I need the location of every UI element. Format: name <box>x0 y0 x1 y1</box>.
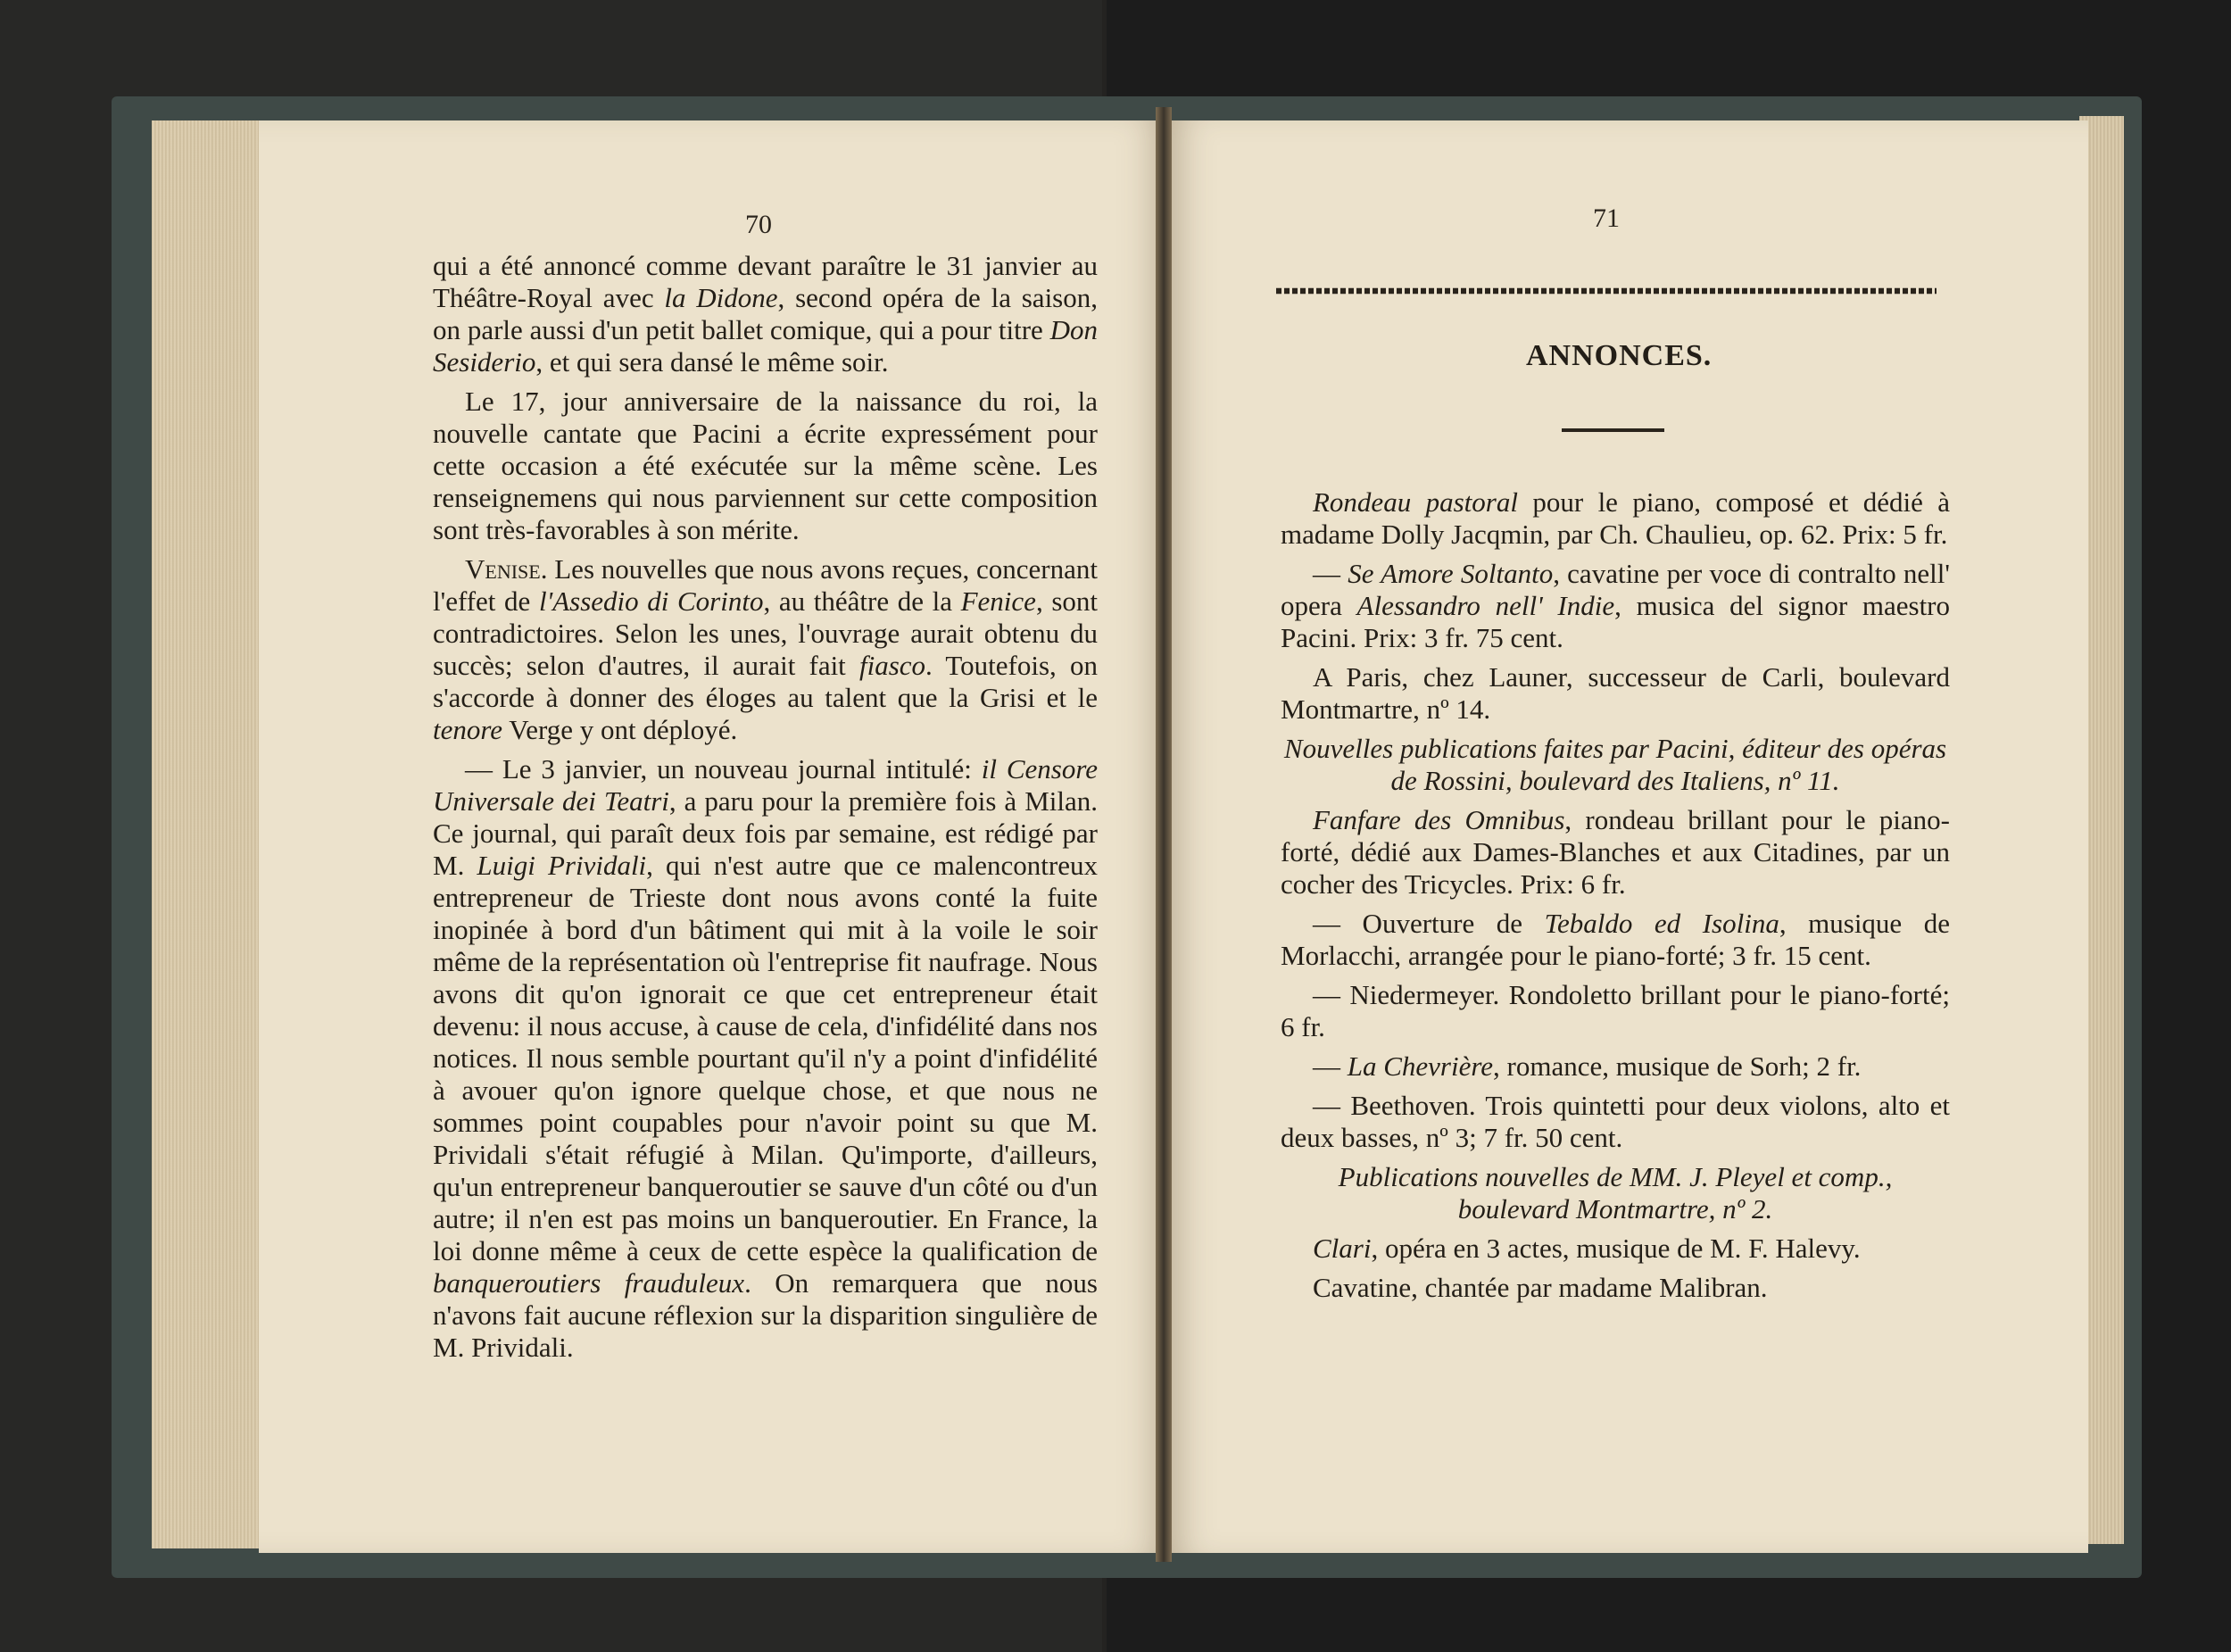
italic-text: Fanfare des Omnibus <box>1313 804 1565 835</box>
text-run: . Toutefois, on s'accorde à donner des éloges au talent que la Grisi et le <box>433 650 1098 713</box>
italic-text: La Chevrière <box>1347 1050 1494 1082</box>
text-run: — <box>1313 558 1348 589</box>
text-run: , sont contradictoires. Selon les unes, l'ouvrage aurait obtenu du succès; selon d'autres, il aurait fait <box>433 585 1098 681</box>
heading-underline-rule <box>1562 428 1664 432</box>
italic-text: Se Amore Soltanto <box>1348 558 1554 589</box>
italic-text: Fenice <box>960 585 1036 617</box>
text-run: , au théâtre de la <box>763 585 961 617</box>
text-run: — Beethoven. Trois quintetti pour deux violons, alto et deux basses, nº 3; 7 fr. 50 cent. <box>1281 1090 1950 1153</box>
text-run: A Paris, chez Launer, successeur de Carli, boulevard Montmartre, nº 14. <box>1281 661 1950 725</box>
text-run: Le 17, jour anniversaire de la naissance du roi, la nouvelle cantate que Pacini a écrite expressément pour cette occasion a été exécutée sur la même scène. Les renseignemens qui nous parviennent sur cette composition sont très-favorables à son mérite. <box>433 386 1098 545</box>
italic-text: fiasco <box>858 650 926 681</box>
text-run: , a paru pour la première fois à Milan. Ce journal, qui paraît deux fois par semaine, est rédigé par M. <box>433 785 1098 881</box>
page-number-left: 70 <box>745 210 772 239</box>
text-run: qui a été annoncé comme devant paraître le 31 janvier au Théâtre-Royal avec <box>433 250 1098 313</box>
text-run: Venise. <box>465 553 548 585</box>
paragraph <box>1281 661 1950 726</box>
text-run: — Le 3 janvier, un nouveau journal intitulé: <box>465 753 982 784</box>
paragraph <box>1281 804 1950 901</box>
paragraph <box>1281 1090 1950 1154</box>
italic-text: Tebaldo ed Isolina <box>1544 908 1779 939</box>
italic-text: Alessandro nell' Indie <box>1356 590 1615 621</box>
text-run: , qui n'est autre que ce malencontreux entrepreneur de Trieste dont nous avons conté la fuite inopinée à bord d'un bâtiment qui mit à la voile le soir même de la représentation où l'entreprise fit naufrage. Nous avons dit qu'on ignorait ce que cet entrepreneur était devenu: il nous accuse, à cause de cela, d'infidélité dans nos notices. Il nous semble pourtant qu'il n'y a point d'infidélité à avouer qu'on ignore quelque chose, et que nous ne sommes point coupables pour n'avoir point su que M. Prividali s'était réfugié à Milan. Qu'importe, d'ailleurs, qu'un entrepreneur banqueroutier se sauve d'un côté ou d'un autre; il n'en est pas moins un banqueroutier. En France, la loi donne même à ceux de cette espèce la qualification de <box>433 850 1098 1266</box>
paragraph <box>433 386 1098 546</box>
paragraph <box>1281 1233 1950 1265</box>
right-page-body <box>1281 486 1950 1311</box>
paragraph <box>433 753 1098 1364</box>
paragraph <box>1281 908 1950 972</box>
text-run: pour le piano, composé et dédié à madame Dolly Jacqmin, par Ch. Chaulieu, op. 62. Prix: 5 fr. <box>1281 486 1950 550</box>
paragraph <box>1281 558 1950 654</box>
italic-text: Nouvelles publications faites par Pacini, éditeur des opéras de Rossini, boulevard des Italiens, nº 11. <box>1283 733 1947 796</box>
paragraph <box>1281 1272 1950 1304</box>
text-run: , musique de Morlacchi, arrangée pour le piano-forté; 3 fr. 15 cent. <box>1281 908 1951 971</box>
text-run: , rondeau brillant pour le piano-forté, dédié aux Dames-Blanches et aux Citadines, par un cocher des Tricycles. Prix: 6 fr. <box>1281 804 1950 900</box>
text-run: . On remarquera que nous n'avons fait aucune réflexion sur la disparition singulière de M. Prividali. <box>433 1267 1098 1363</box>
annonces-heading: ANNONCES. <box>1526 339 1713 372</box>
italic-text: tenore <box>433 714 503 745</box>
text-run: — <box>1313 1050 1348 1082</box>
italic-text: l'Assedio di Corinto <box>538 585 764 617</box>
paragraph <box>433 250 1098 378</box>
text-run: — Ouverture de <box>1313 908 1545 939</box>
text-run: Les nouvelles que nous avons reçues, concernant l'effet de <box>433 553 1098 617</box>
italic-text: Publications nouvelles de MM. J. Pleyel et comp., boulevard Montmartre, nº 2. <box>1338 1161 1893 1224</box>
page-number-right: 71 <box>1593 203 1620 233</box>
italic-text: il Censore Universale dei Teatri <box>433 753 1098 817</box>
paragraph <box>1281 1161 1950 1225</box>
italic-text: Rondeau pastoral <box>1313 486 1518 518</box>
paragraph <box>1281 1050 1950 1083</box>
book-gutter <box>1156 107 1172 1562</box>
italic-text: Luigi Prividali <box>477 850 647 881</box>
italic-text: Clari <box>1313 1233 1372 1264</box>
paragraph <box>1281 733 1950 797</box>
text-run: , et qui sera dansé le même soir. <box>535 346 889 378</box>
text-run: , opéra en 3 actes, musique de M. F. Halevy. <box>1371 1233 1861 1264</box>
text-run: Verge y ont déployé. <box>502 714 738 745</box>
paragraph <box>433 553 1098 746</box>
italic-text: Don Sesiderio <box>433 314 1098 378</box>
text-run: , musica del signor maestro Pacini. Prix: 3 fr. 75 cent. <box>1281 590 1950 653</box>
text-run: , romance, musique de Sorh; 2 fr. <box>1493 1050 1862 1082</box>
italic-text: la Didone <box>664 282 778 313</box>
left-page-body <box>433 250 1098 1371</box>
text-run: , second opéra de la saison, on parle aussi d'un petit ballet comique, qui a pour titre <box>433 282 1098 345</box>
paragraph <box>1281 486 1950 551</box>
text-run: — Niedermeyer. Rondoletto brillant pour le piano-forté; 6 fr. <box>1281 979 1950 1042</box>
italic-text: banqueroutiers frauduleux <box>433 1267 745 1299</box>
text-run: Cavatine, chantée par madame Malibran. <box>1313 1272 1768 1303</box>
paragraph <box>1281 979 1950 1043</box>
text-run: , cavatine per voce di contralto nell' opera <box>1281 558 1950 621</box>
page-edges-left <box>152 120 259 1548</box>
